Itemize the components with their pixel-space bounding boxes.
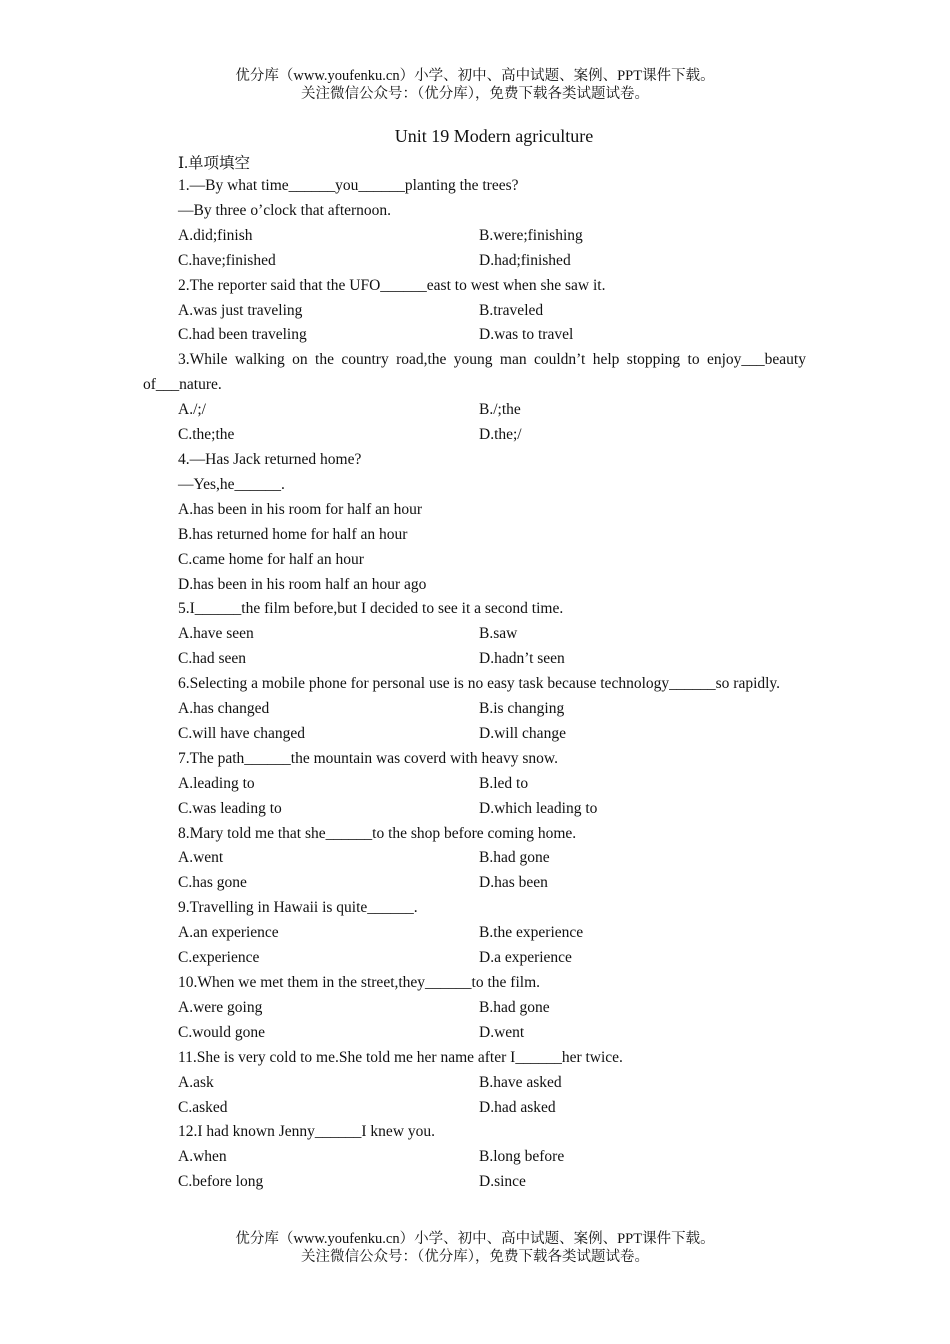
option-d: D.had;finished [479,251,571,269]
question-6-options-row-2 [143,722,806,747]
header-line-1: 优分库（www.youfenku.cn）小学、初中、高中试题、案例、PPT课件下载。 [235,68,715,84]
option-b: B.had gone [479,849,550,867]
option-c: C.before long [178,1173,264,1191]
question-7-stem: 7.The path______the mountain was coverd with heavy snow. [178,749,558,767]
option-c: C.had been traveling [178,326,307,344]
page-header [0,67,950,103]
option-c: C.would gone [178,1023,265,1041]
option-c: C.has gone [178,874,247,892]
question-12-stem: 12.I had known Jenny______I knew you. [178,1123,436,1141]
question-3-options-row-1 [143,398,806,423]
option-d: D.a experience [479,949,572,967]
option-a: A.were going [178,998,263,1016]
option-c: C.asked [178,1098,228,1116]
option-b: B.have asked [479,1073,562,1091]
option-a: A.was just traveling [178,301,303,319]
page-title: Unit 19 Modern agriculture [394,126,594,146]
question-8-options-row-1 [143,846,806,871]
option-d: D.was to travel [479,326,574,344]
footer-line-2: 关注微信公众号：（优分库），免费下载各类试题试卷。 [301,1249,649,1265]
option-d: D.has been in his room half an hour ago [178,575,427,593]
option-a: A./;/ [178,401,206,419]
option-a: A.an experience [178,924,279,942]
question-11-options-row-2 [143,1096,806,1121]
option-c: C.the;the [178,426,235,444]
option-a: A.has been in his room for half an hour [178,500,423,518]
question-1-options-row-2 [143,249,806,274]
question-1-options-row-1 [143,224,806,249]
header-line-2: 关注微信公众号：（优分库），免费下载各类试题试卷。 [301,86,649,102]
option-d: D.has been [479,874,548,892]
option-c: C.came home for half an hour [178,550,364,568]
question-list [143,174,806,1195]
question-2-stem: 2.The reporter said that the UFO______east to west when she saw it. [178,276,606,294]
question-2-options-row-2 [143,323,806,348]
question-10-options-row-2 [143,1021,806,1046]
option-b: B.has returned home for half an hour [178,525,408,543]
option-d: D.the;/ [479,426,522,444]
question-4-stem: 4.—Has Jack returned home? [178,450,362,468]
option-b: B.is changing [479,700,565,718]
question-9-stem: 9.Travelling in Hawaii is quite______. [178,899,418,917]
option-c: C.have;finished [178,251,276,269]
question-1-stem: 1.—By what time______you______planting the trees? [178,177,519,194]
option-d: D.had asked [479,1098,556,1116]
question-11-stem: 11.She is very cold to me.She told me her name after I______her twice. [178,1048,623,1066]
question-7-options-row-1 [143,772,806,797]
option-c: C.will have changed [178,724,305,742]
question-6-stem: 6.Selecting a mobile phone for personal use is no easy task because technology______so rapidly. [178,675,781,693]
question-5-options-row-2 [143,647,806,672]
option-b: B.saw [479,625,518,643]
option-d: D.hadn’t seen [479,650,565,668]
option-c: C.was leading to [178,799,282,817]
option-a: A.leading to [178,774,255,792]
question-11-options-row-1 [143,1071,806,1096]
question-9-options-row-1 [143,921,806,946]
option-b: B.were;finishing [479,226,583,244]
option-c: C.had seen [178,650,247,668]
question-10-options-row-1 [143,996,806,1021]
question-3-stem: 3.While walking on the country road,the young man couldn’t help stopping to enjoy___beauty of___nature. [143,351,806,394]
question-12-options-row-2 [143,1170,806,1195]
option-a: A.did;finish [178,226,253,244]
option-d: D.went [479,1023,525,1041]
question-7-options-row-2 [143,797,806,822]
question-1-reply: —By three o’clock that afternoon. [178,201,392,219]
question-2-options-row-1 [143,299,806,324]
question-10-stem: 10.When we met them in the street,they______to the film. [178,974,541,991]
section-heading: Ⅰ.单项填空 [178,155,250,172]
question-9-options-row-2 [143,946,806,971]
footer-line-1: 优分库（www.youfenku.cn）小学、初中、高中试题、案例、PPT课件下载。 [235,1231,715,1247]
question-5-options-row-1 [143,622,806,647]
option-d: D.which leading to [479,799,598,817]
question-5-stem: 5.I______the film before,but I decided to see it a second time. [178,600,564,618]
question-12-options-row-1 [143,1145,806,1170]
option-b: B.long before [479,1148,565,1166]
option-a: A.when [178,1148,227,1166]
option-b: B.traveled [479,301,544,319]
option-b: B.led to [479,774,529,792]
question-4-reply: —Yes,he______. [178,475,285,493]
option-b: B./;the [479,401,521,419]
option-d: D.since [479,1173,526,1191]
question-6-options-row-1 [143,697,806,722]
question-8-stem: 8.Mary told me that she______to the shop before coming home. [178,824,577,842]
option-c: C.experience [178,949,260,967]
option-a: A.has changed [178,700,270,718]
option-a: A.ask [178,1073,214,1091]
option-b: B.the experience [479,924,584,942]
page-footer [0,1230,950,1266]
question-8-options-row-2 [143,871,806,896]
question-3-options-row-2 [143,423,806,448]
option-a: A.have seen [178,625,254,643]
option-d: D.will change [479,724,566,742]
option-a: A.went [178,849,224,867]
option-b: B.had gone [479,998,550,1016]
